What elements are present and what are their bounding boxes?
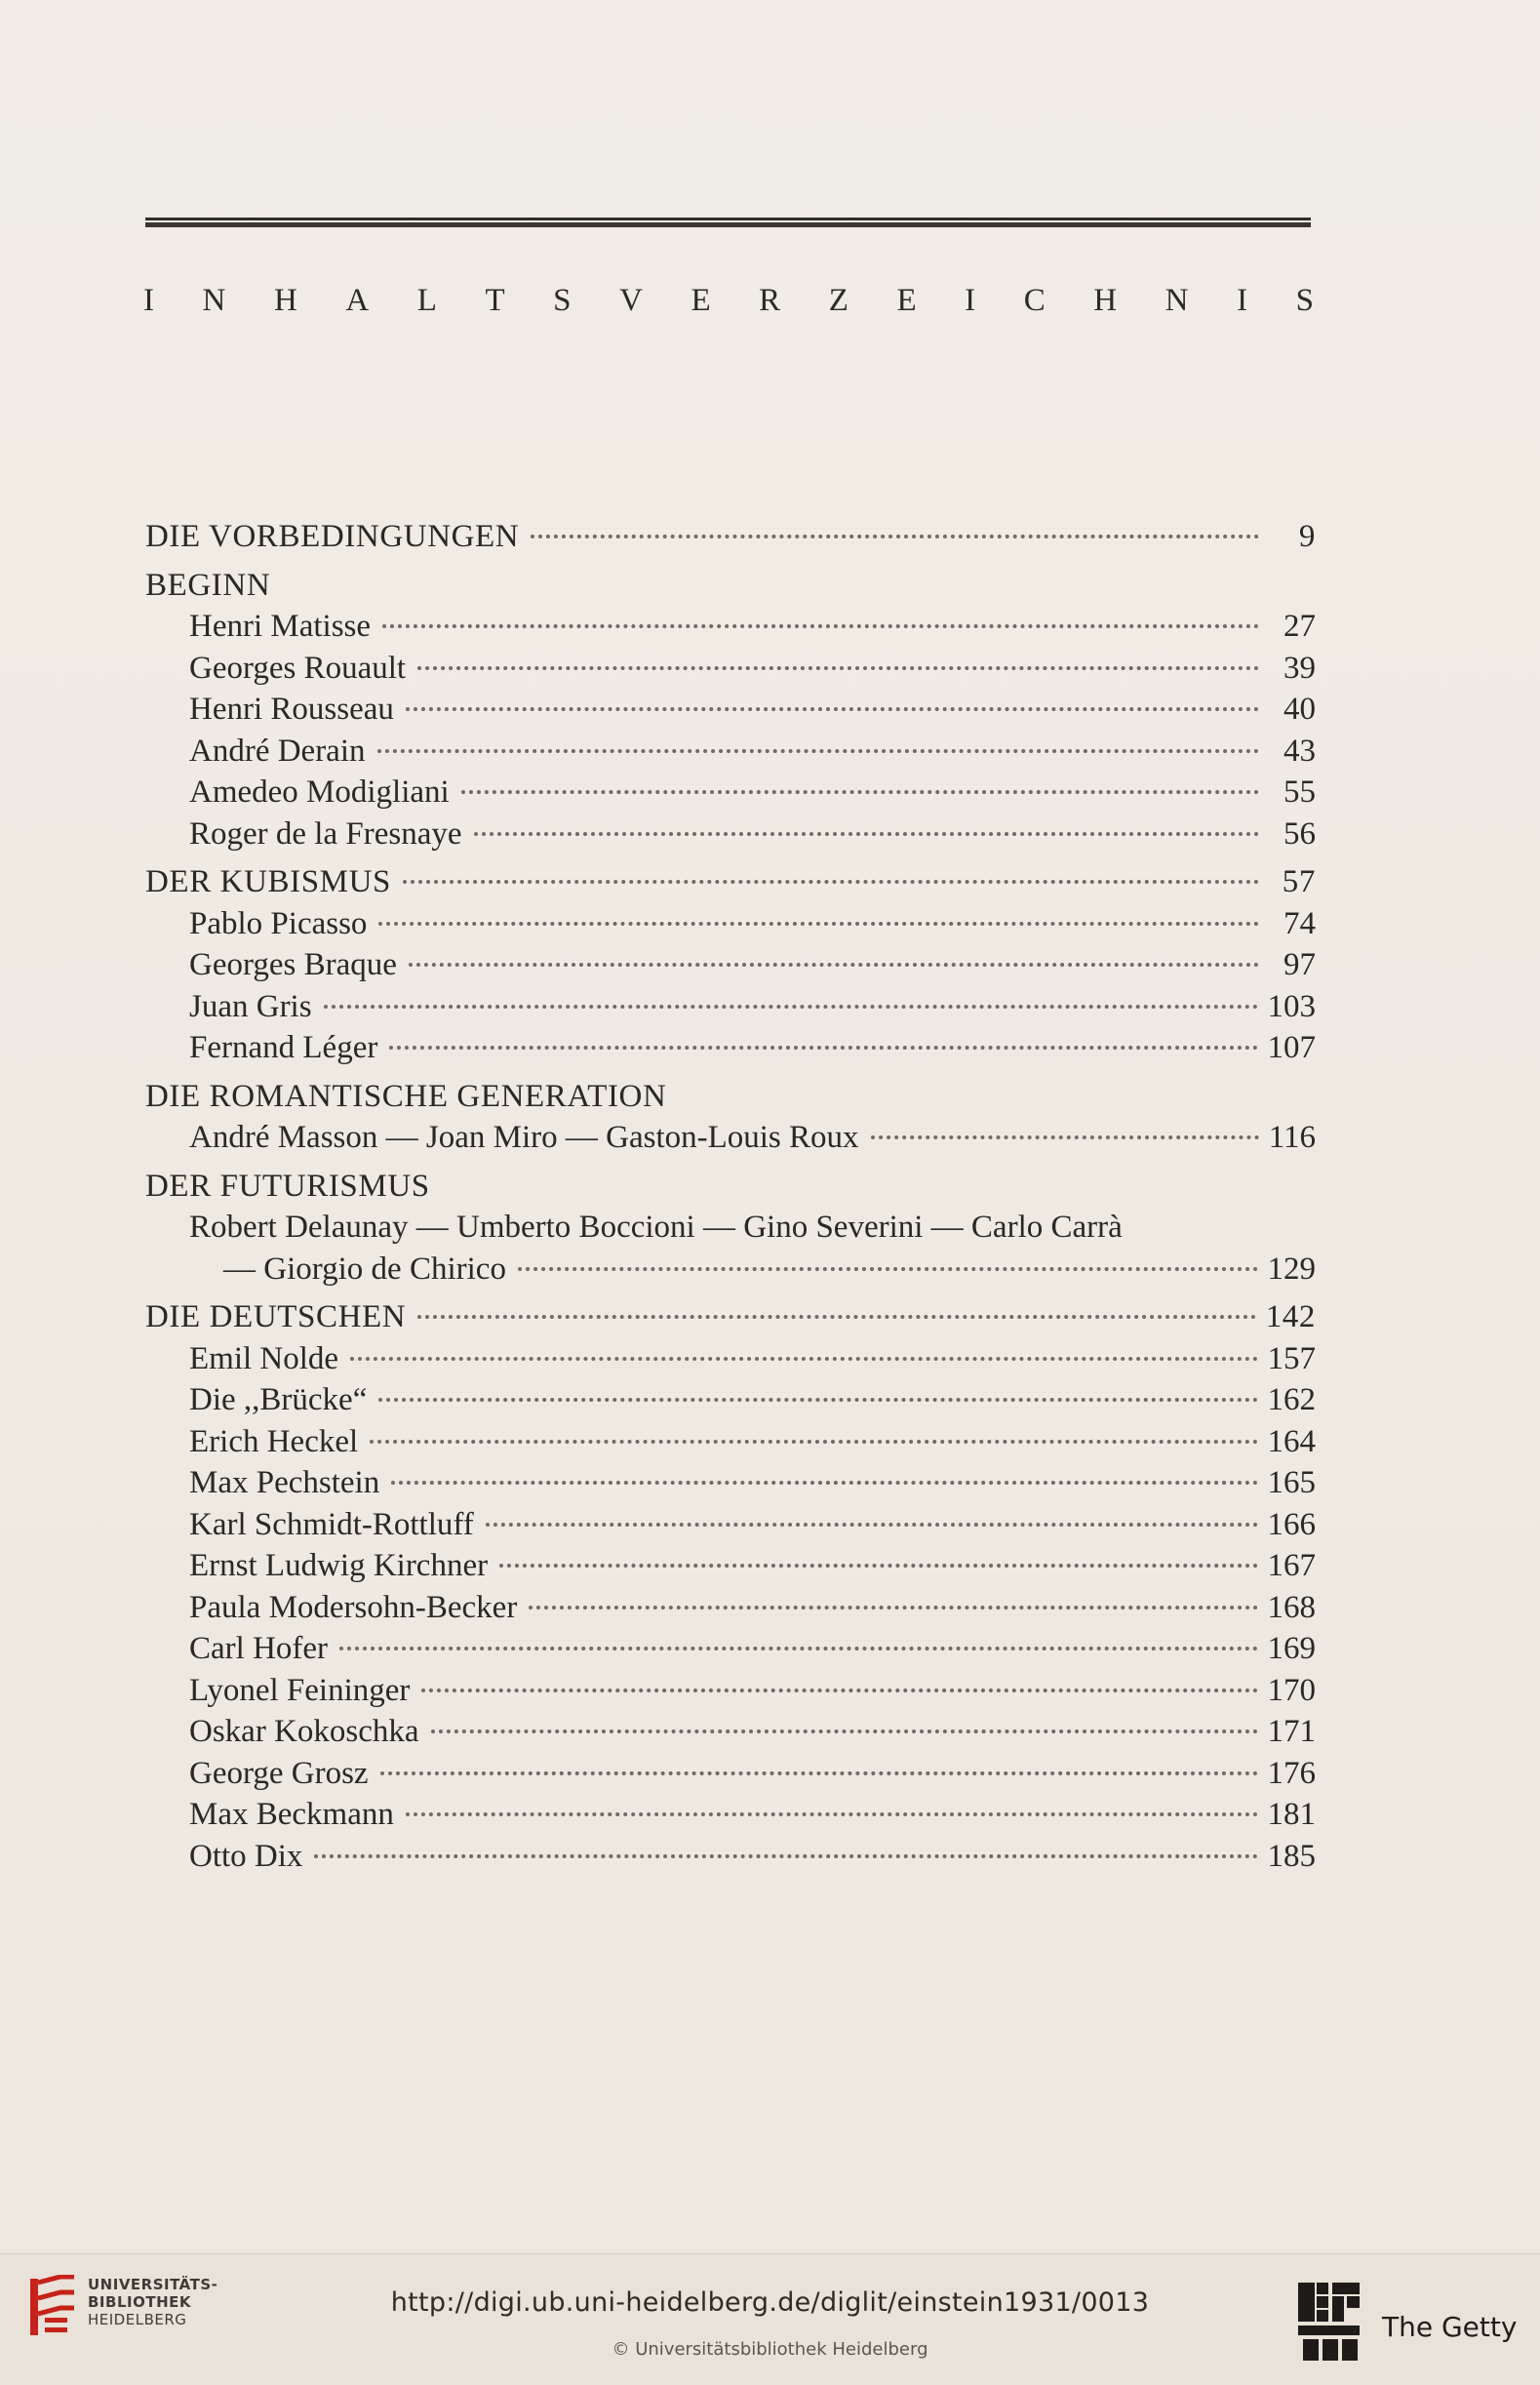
- entry-label: Otto Dix: [189, 1838, 303, 1874]
- toc-entry: [145, 689, 1316, 731]
- entry-label: Pablo Picasso: [189, 905, 368, 941]
- toc-section-row: [145, 1166, 1316, 1208]
- library-name-line-3: HEIDELBERG: [88, 2311, 187, 2328]
- toc-section-deutschen: [145, 1296, 1316, 1877]
- dot-leader: [499, 1564, 1257, 1568]
- heading-letter: I: [965, 283, 976, 318]
- entry-label: André Masson — Joan Miro — Gaston-Louis Roux: [189, 1120, 859, 1155]
- toc-entry: [145, 1794, 1316, 1836]
- heading-letter: H: [273, 283, 297, 318]
- entry-page-number: 165: [1267, 1465, 1316, 1500]
- entry-label: Ernst Ludwig Kirchner: [189, 1548, 489, 1583]
- toc-entry: [145, 1711, 1316, 1753]
- dot-leader: [350, 1357, 1257, 1361]
- toc-section-futurismus: [145, 1166, 1316, 1291]
- heading-letter: N: [1165, 283, 1189, 318]
- entry-label: Max Beckmann: [189, 1797, 394, 1832]
- entry-label: Paula Modersohn-Becker: [189, 1589, 518, 1625]
- entry-page-number: 168: [1267, 1589, 1316, 1625]
- entry-page-number: 97: [1283, 947, 1316, 982]
- entry-label: Erich Heckel: [189, 1423, 359, 1459]
- dot-leader: [417, 666, 1259, 670]
- toc-entry: [145, 1587, 1316, 1629]
- entry-page-number: 40: [1283, 692, 1316, 727]
- entry-page-number: 39: [1283, 650, 1316, 686]
- toc-entry-line-1: [145, 1207, 1316, 1249]
- toc-entry: [145, 1421, 1316, 1463]
- entry-page-number: 116: [1268, 1120, 1316, 1155]
- dot-leader: [406, 1812, 1258, 1816]
- heading-letter: T: [485, 283, 505, 318]
- heading-letter: H: [1093, 283, 1118, 318]
- entry-page-number: 171: [1267, 1714, 1316, 1749]
- toc-entry: [145, 606, 1316, 648]
- toc-entry: [145, 1338, 1316, 1380]
- toc-entry: [145, 1117, 1316, 1159]
- heading-letter: S: [553, 283, 572, 318]
- toc-entry: [145, 903, 1316, 945]
- entry-label: Juan Gris: [189, 988, 312, 1024]
- entry-label: Fernand Léger: [189, 1030, 378, 1065]
- toc-section-row: [145, 565, 1316, 607]
- section-title: DIE DEUTSCHEN: [145, 1299, 407, 1334]
- toc-entry-line-2: [145, 1249, 1316, 1291]
- dot-leader: [391, 1481, 1257, 1485]
- entry-page-number: 181: [1267, 1797, 1316, 1832]
- entry-page-number: 55: [1283, 775, 1316, 810]
- dot-leader: [378, 1398, 1257, 1402]
- dot-leader: [378, 922, 1259, 926]
- entry-label: Georges Rouault: [189, 650, 407, 686]
- section-title: BEGINN: [145, 567, 271, 603]
- document-url[interactable]: http://digi.ub.uni-heidelberg.de/diglit/einstein1931/0013: [390, 2287, 1150, 2318]
- library-name-line-1: UNIVERSITÄTS-: [88, 2276, 218, 2293]
- section-title: DIE ROMANTISCHE GENERATION: [145, 1078, 667, 1114]
- library-name-line-2: BIBLIOTHEK: [88, 2293, 191, 2311]
- entry-label: George Grosz: [189, 1755, 369, 1791]
- dot-leader: [431, 1729, 1258, 1733]
- entry-label: Max Pechstein: [189, 1465, 380, 1500]
- dot-leader: [377, 749, 1259, 753]
- toc-entry: [145, 986, 1316, 1028]
- toc-entry: [145, 772, 1316, 814]
- toc-entry: [145, 1504, 1316, 1546]
- toc-entry: [145, 1545, 1316, 1587]
- toc-entry: [145, 814, 1316, 855]
- heading-letter: V: [619, 283, 643, 318]
- heading-letter: I: [1237, 283, 1248, 318]
- toc-section-row: [145, 1076, 1316, 1118]
- heading-letter: E: [896, 283, 917, 318]
- toc-entry: [145, 1836, 1316, 1878]
- entry-page-number: 166: [1267, 1506, 1316, 1542]
- heading-letter: C: [1023, 283, 1046, 318]
- entry-page-number: 157: [1267, 1340, 1316, 1376]
- toc-section-row: [145, 1296, 1316, 1338]
- entry-page-number: 27: [1283, 609, 1316, 644]
- dot-leader: [370, 1440, 1257, 1444]
- entry-page-number: 56: [1283, 815, 1316, 852]
- dot-leader: [518, 1267, 1258, 1271]
- toc-section-beginn: [145, 565, 1316, 855]
- toc-section-vorbedingungen: [145, 516, 1316, 558]
- entry-page-number: 43: [1283, 733, 1316, 769]
- getty-logo-icon: [1295, 2281, 1363, 2361]
- entry-label: Henri Matisse: [189, 609, 372, 644]
- dot-leader: [417, 1315, 1255, 1319]
- toc-entry: [145, 1379, 1316, 1421]
- toc-section-kubismus: [145, 861, 1316, 1069]
- heading-letter: E: [691, 283, 711, 318]
- entry-label: Oskar Kokoschka: [189, 1714, 419, 1749]
- entry-page-number: 169: [1267, 1631, 1316, 1666]
- heading-letter: S: [1295, 283, 1314, 318]
- section-page-number: 142: [1265, 1299, 1316, 1334]
- top-double-rule: [145, 218, 1311, 227]
- section-page-number: 57: [1282, 864, 1316, 899]
- getty-name: The Getty: [1382, 2311, 1518, 2343]
- section-title: DER FUTURISMUS: [145, 1168, 430, 1204]
- entry-label: Amedeo Modigliani: [189, 775, 450, 810]
- entry-label: Lyonel Feininger: [189, 1672, 411, 1708]
- entry-page-number: 74: [1283, 905, 1316, 941]
- entry-page-number: 176: [1267, 1755, 1316, 1791]
- dot-leader: [314, 1854, 1257, 1858]
- entry-label: André Derain: [189, 733, 366, 769]
- toc-entry: [145, 1753, 1316, 1795]
- entry-label: Carl Hofer: [189, 1631, 329, 1666]
- dot-leader: [871, 1135, 1259, 1139]
- dot-leader: [380, 1771, 1258, 1775]
- heading-letter: A: [345, 283, 370, 318]
- toc-entry: [145, 731, 1316, 773]
- section-title: DIE VORBEDINGUNGEN: [145, 519, 520, 554]
- entry-page-number: 185: [1267, 1838, 1316, 1874]
- toc-entry: [145, 1628, 1316, 1670]
- dot-leader: [324, 1005, 1258, 1009]
- entry-label: Roger de la Fresnaye: [189, 815, 462, 852]
- heading-letter: N: [202, 283, 226, 318]
- section-page-number: 9: [1298, 519, 1316, 554]
- entry-page-number: 129: [1267, 1251, 1316, 1287]
- toc-entry: [145, 1027, 1316, 1069]
- entry-page-number: 167: [1267, 1548, 1316, 1583]
- dot-leader: [389, 1046, 1257, 1050]
- dot-leader: [409, 963, 1259, 967]
- toc-entry: [145, 1670, 1316, 1712]
- section-title: DER KUBISMUS: [145, 864, 391, 899]
- dot-leader: [382, 624, 1259, 628]
- toc-entry: [145, 1462, 1316, 1504]
- heading-letter: I: [143, 283, 154, 318]
- dot-leader: [406, 707, 1259, 711]
- toc-entry: [145, 648, 1316, 690]
- entry-label-line-2: — Giorgio de Chirico: [223, 1251, 506, 1287]
- dot-leader: [474, 832, 1260, 836]
- dot-leader: [339, 1647, 1257, 1650]
- toc-section-row: [145, 516, 1316, 558]
- entry-page-number: 162: [1267, 1382, 1316, 1417]
- entry-label: Georges Braque: [189, 947, 397, 982]
- entry-page-number: 107: [1267, 1030, 1316, 1065]
- dot-leader: [403, 880, 1259, 884]
- entry-page-number: 164: [1267, 1423, 1316, 1459]
- heading-letter: R: [759, 283, 781, 318]
- dot-leader: [461, 790, 1259, 794]
- dot-leader: [421, 1689, 1257, 1692]
- entry-label: Die ,,Brücke“: [189, 1382, 368, 1417]
- entry-page-number: 103: [1267, 988, 1316, 1024]
- entry-label: Emil Nolde: [189, 1340, 339, 1376]
- dot-leader: [529, 1606, 1257, 1610]
- dot-leader: [486, 1523, 1258, 1527]
- entry-label: Karl Schmidt-Rottluff: [189, 1506, 474, 1542]
- toc-section-romantische-generation: [145, 1076, 1316, 1159]
- toc-entry: [145, 944, 1316, 986]
- entry-label: Henri Rousseau: [189, 692, 394, 727]
- heading-letter: L: [416, 283, 437, 318]
- entry-label-line-1: Robert Delaunay — Umberto Boccioni — Gino Severini — Carlo Carrà: [189, 1210, 1123, 1245]
- table-of-contents: [145, 516, 1316, 1884]
- page-heading: [143, 283, 1314, 319]
- heading-letter: Z: [828, 283, 849, 318]
- toc-section-row: [145, 861, 1316, 903]
- dot-leader: [531, 535, 1259, 538]
- copyright-text: © Universitätsbibliothek Heidelberg: [612, 2339, 928, 2360]
- entry-page-number: 170: [1267, 1672, 1316, 1708]
